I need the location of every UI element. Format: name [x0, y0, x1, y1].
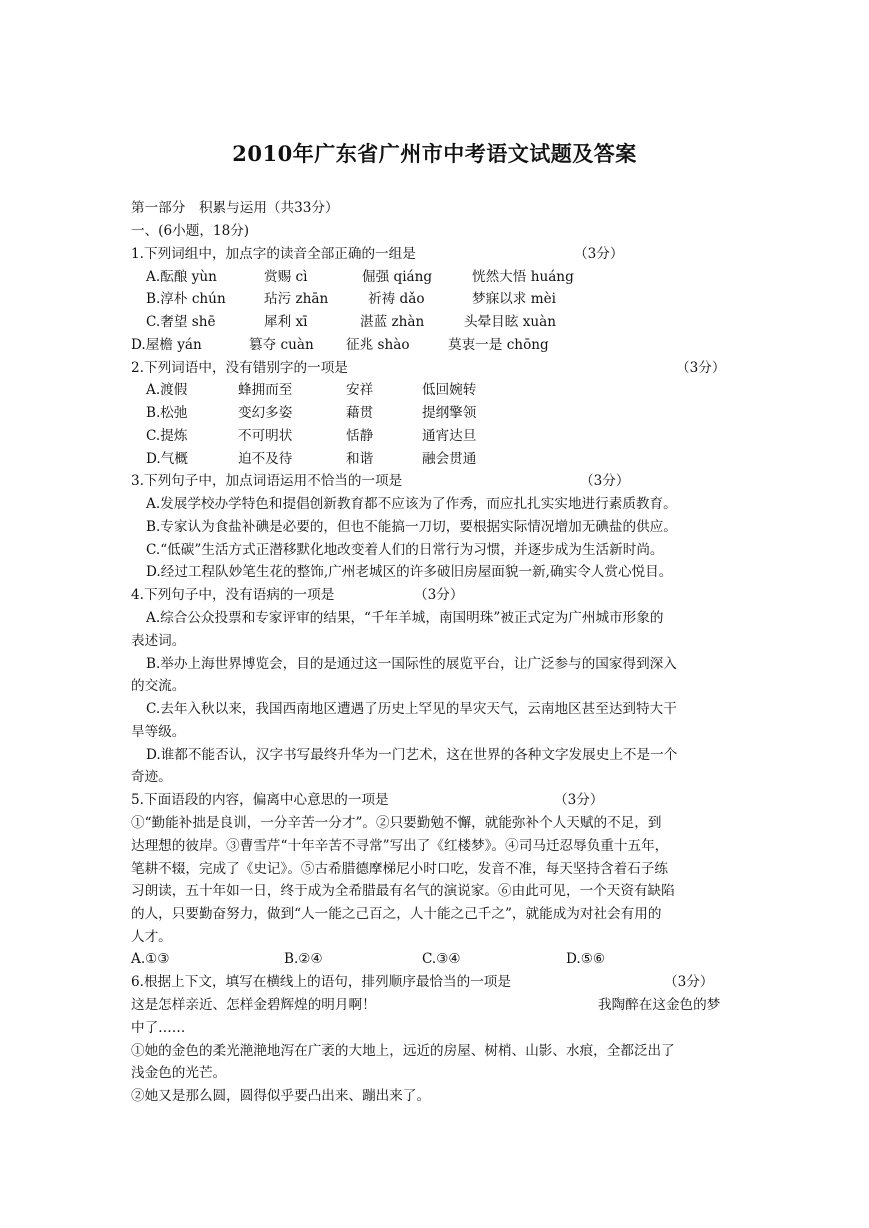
q5-option-a: A.①③: [131, 951, 170, 967]
q5-option-b: B.②④: [284, 951, 323, 967]
q4-option-b: B.举办上海世界博览会，目的是通过这一国际性的展览平台，让广泛参与的国家得到深入: [146, 656, 677, 672]
q4-option-d-cont: 奇迹。: [131, 769, 172, 785]
q4-option-c: C.去年入秋以来，我国西南地区遭遇了历史上罕见的旱灾天气，云南地区甚至达到特大干: [146, 701, 677, 717]
document-title: 2010年广东省广州市中考语文试题及答案: [232, 141, 637, 166]
q4-option-a-cont: 表述词。: [131, 633, 186, 649]
q5-passage-line: 人才。: [131, 929, 172, 945]
q6-score: （3分）: [664, 974, 714, 990]
part-heading: 第一部分 积累与运用（共33分）: [131, 200, 339, 216]
q5-option-c: C.③④: [422, 951, 461, 967]
q4-option-c-cont: 旱等级。: [131, 724, 186, 740]
q6-sentence-1-cont: 浅金色的光芒。: [131, 1065, 227, 1081]
q5-passage-line: ①“勤能补拙是良训，一分辛苦一分才”。②只要勤勉不懈，就能弥补个人天赋的不足，到: [131, 815, 662, 831]
q3-option-a: A.发展学校办学特色和提倡创新教育都不应该为了作秀，而应扎扎实实地进行素质教育。: [146, 496, 677, 512]
q4-option-b-cont: 的交流。: [131, 678, 186, 694]
q3-option-b: B.专家认为食盐补碘是必要的，但也不能搞一刀切，要根据实际情况增加无碘盐的供应。: [146, 519, 677, 535]
q1-stem: 1.下列词组中，加点字的读音全部正确的一组是: [131, 246, 416, 262]
q3-stem: 3.下列句子中，加点词语运用不恰当的一项是: [131, 473, 403, 489]
q4-option-a: A.综合公众投票和专家评审的结果，“千年羊城，南国明珠”被正式定为广州城市形象的: [146, 610, 664, 626]
q3-score: （3分）: [580, 473, 630, 489]
q2-stem: 2.下列词语中，没有错别字的一项是: [131, 360, 348, 376]
q5-passage-line: 达理想的彼岸。③曹雪芹“十年辛苦不寻常”写出了《红楼梦》。④司马迁忍辱负重十五年，: [131, 838, 669, 854]
q5-passage-line: 习朗读，五十年如一日，终于成为全希腊最有名气的演说家。⑥由此可见，一个天资有缺陷: [131, 883, 675, 899]
q6-context-line: 中了……: [131, 1020, 186, 1036]
q4-score: （3分）: [414, 587, 464, 603]
q5-score: （3分）: [554, 792, 604, 808]
q6-sentence-2: ②她又是那么圆，圆得似乎要凸出来、蹦出来了。: [131, 1088, 431, 1104]
q1-score: （3分）: [574, 246, 624, 262]
q5-option-d: D.⑤⑥: [566, 951, 606, 967]
q3-option-c: C.“低碳”生活方式正潜移默化地改变着人们的日常行为习惯，并逐步成为生活新时尚。: [146, 542, 664, 558]
q5-passage-line: 的人，只要勤奋努力，做到“人一能之己百之，人十能之己千之”，就能成为对社会有用的: [131, 906, 662, 922]
q6-context-line-end: 我陶醉在这金色的梦: [598, 997, 721, 1013]
q4-option-d: D.谁都不能否认，汉字书写最终升华为一门艺术，这在世界的各种文字发展史上不是一个: [146, 747, 678, 763]
q6-stem: 6.根据上下文，填写在横线上的语句，排列顺序最恰当的一项是: [131, 974, 511, 990]
section-heading: 一、(6小题，18分): [131, 223, 250, 239]
q3-option-d: D.经过工程队妙笔生花的整饰,广州老城区的许多破旧房屋面貌一新,确实令人赏心悦目。: [146, 564, 673, 580]
q4-stem: 4.下列句子中，没有语病的一项是: [131, 587, 335, 603]
q5-stem: 5.下面语段的内容，偏离中心意思的一项是: [131, 792, 389, 808]
q2-score: （3分）: [676, 360, 726, 376]
q6-sentence-1: ①她的金色的柔光滟滟地泻在广袤的大地上，远近的房屋、树梢、山影、水痕，全都泛出了: [131, 1043, 675, 1059]
q5-passage-line: 笔耕不辍，完成了《史记》。⑤古希腊德摩梯尼小时口吃，发音不准，每天坚持含着石子练: [131, 861, 668, 877]
q6-context-line: 这是怎样亲近、怎样金碧辉煌的明月啊！: [131, 997, 376, 1013]
exam-page: 2010年广东省广州市中考语文试题及答案 第一部分 积累与运用（共33分） 一、(6小题，18分) 1.下列词组中，加点字的读音全部正确的一组是 （3分） A.酝酿 yùn 赏赐 cì 倔强 qiáng 恍然大悟 huáng B.淳朴 chún 玷污 zhān 祈祷 dǎo 梦寐以求 mèi C.奢望 shē 犀利 xī 湛蓝 zhàn 头晕目眩 xuàn D.屋檐 yán 篡夺 cuàn 征兆 shào 莫衷一是 chōng 2.下列词语中，没有错别字的一项是 （3分） A.渡假 蜂拥而至 安祥 低回婉转 B.松弛 变幻多姿 藉贯 提纲擎领 C.提炼 不可明状 恬静 通宵达旦 D.气概 迫不及待 和谐 融会贯通 3.下列句子中，加点词语运用不恰当的一项是 （3分） A.发展学校办学特色和提倡创新教育都不应该为了作秀，而应扎扎实实地进行素质教育。 B.专家认为食盐补碘是必要的，但也不能搞一刀切，要根据实际情况增加无碘盐的供应。 C.“低碳”生活方式正潜移默化地改变着人们的日常行为习惯，并逐步成为生活新时尚。 D.经过工程队妙笔生花的整饰,广州老城区的许多破旧房屋面貌一新,确实令人赏心悦目。 4.下列句子中，没有语病的一项是 （3分） A.综合公众投票和专家评审的结果，“千年羊城，南国明珠”被正式定为广州城市形象的 表述词。 B.举办上海世界博览会，目的是通过这一国际性的展览平台，让广泛参与的国家得到深入 的交流。 C.去年入秋以来，我国西南地区遭遇了历史上罕见的旱灾天气，云南地区甚至达到特大干 旱等级。 D.谁都不能否认，汉字书写最终升华为一门艺术，这在世界的各种文字发展史上不是一个 奇迹。 5.下面语段的内容，偏离中心意思的一项是 （3分） ①“勤能补拙是良训，一分辛苦一分才”。②只要勤勉不懈，就能弥补个人天赋的不足，到 达理想的彼岸。③曹雪芹“十年辛苦不寻常”写出了《红楼梦》。④司马迁忍辱负重十五年， 笔耕不辍，完成了《史记》。⑤古希腊德摩梯尼小时口吃，发音不准，每天坚持含着石子练 习朗读，五十年如一日，终于成为全希腊最有名气的演说家。⑥由此可见，一个天资有缺陷 的人，只要勤奋努力，做到“人一能之己百之，人十能之己千之”，就能成为对社会有用的 人才。 A.①③ B.②④ C.③④ D.⑤⑥ 6.根据上下文，填写在横线上的语句，排列顺序最恰当的一项是 （3分） 这是怎样亲近、怎样金碧辉煌的明月啊！ 我陶醉在这金色的梦 中了…… ①她的金色的柔光滟滟地泻在广袤的大地上，远近的房屋、树梢、山影、水痕，全都泛出了 浅金色的光芒。 ②她又是那么圆，圆得似乎要凸出来、蹦出来了。: [0, 0, 869, 1228]
